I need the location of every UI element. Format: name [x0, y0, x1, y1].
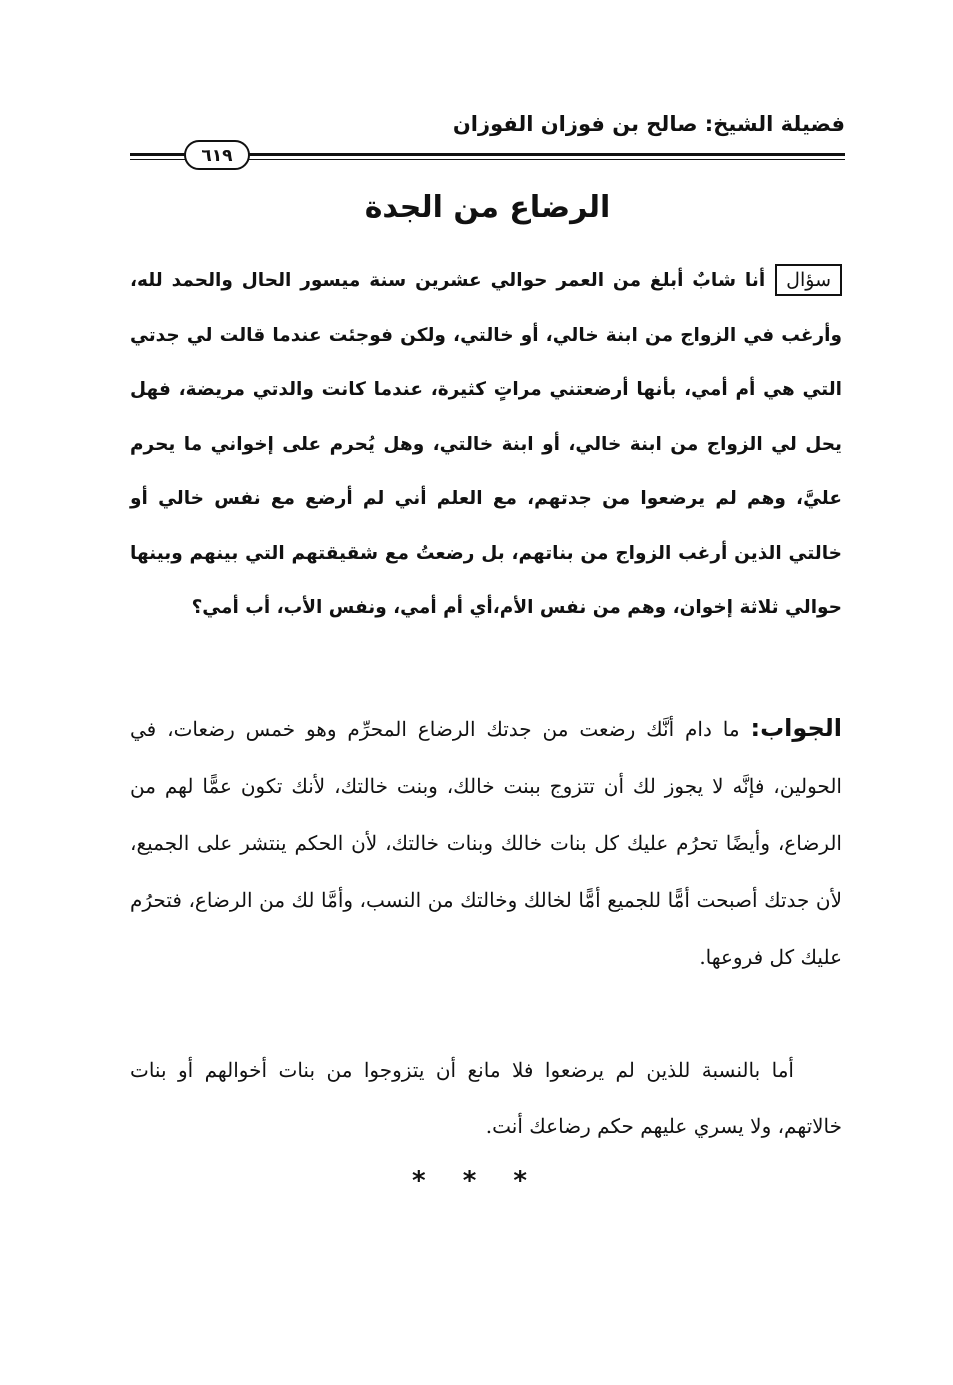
- header-title: فضيلة الشيخ: صالح بن فوزان الفوزان: [452, 112, 845, 136]
- page-number: ٦١٩: [184, 140, 250, 170]
- question-block: [130, 254, 842, 636]
- answer-block: [130, 700, 842, 986]
- answer-paragraph-1: ما دام أنَّك رضعت من جدتك الرضاع المحرِّم وهو خمس رضعات، في الحولين، فإنَّه لا يجوز لك أن تتزوج ببنت خالك، وبنت خالتك، لأنك تكون عمًّا لهم من الرضاع، وأيضًا تحرُم عليك كل بنات خالك وبنات خالتك، لأن الحكم ينتشر على الجميع، لأن جدتك أصبحت أمًّا للجميع أمًّا لخالك وخالتك من النسب، وأمَّا لك من الرضاع، فتحرُم عليك كل فروعها.: [130, 717, 842, 969]
- question-text: أنا شابٌ أبلغ من العمر حوالي عشرين سنة ميسور الحال والحمد لله، وأرغب في الزواج من ابنة خالي، أو خالتي، ولكن فوجئت عندما قالت لي جدتي التي هي أم أمي، بأنها أرضعتني مراتٍ كثيرة، عندما كانت والدتي مريضة، فهل يحل لي الزواج من ابنة خالي، أو ابنة خالتي، وهل يُحرم على إخواني ما يحرم عليَّ، وهم لم يرضعوا من جدتهم، مع العلم أني لم أرضع مع نفس خالي أو خالتي الذين أرغب الزواج من بناتهم، بل رضعتُ مع شقيقتهم التي بينهم وبينها حوالي ثلاثة إخوان، وهم من نفس الأم،أي أم أمي، ونفس الأب، أب أمي؟: [130, 270, 842, 618]
- question-label: سؤال: [775, 264, 842, 296]
- answer-paragraph-2: أما بالنسبة للذين لم يرضعوا فلا مانع أن يتزوجوا من بنات أخوالهم أو بنات خالاتهم، ولا يسري عليهم حكم رضاعك أنت.: [130, 1058, 842, 1138]
- section-separator: * * *: [412, 1166, 541, 1196]
- answer-label: الجواب:: [750, 714, 842, 742]
- section-title: الرضاع من الجدة: [364, 190, 611, 225]
- page-header: [130, 112, 845, 164]
